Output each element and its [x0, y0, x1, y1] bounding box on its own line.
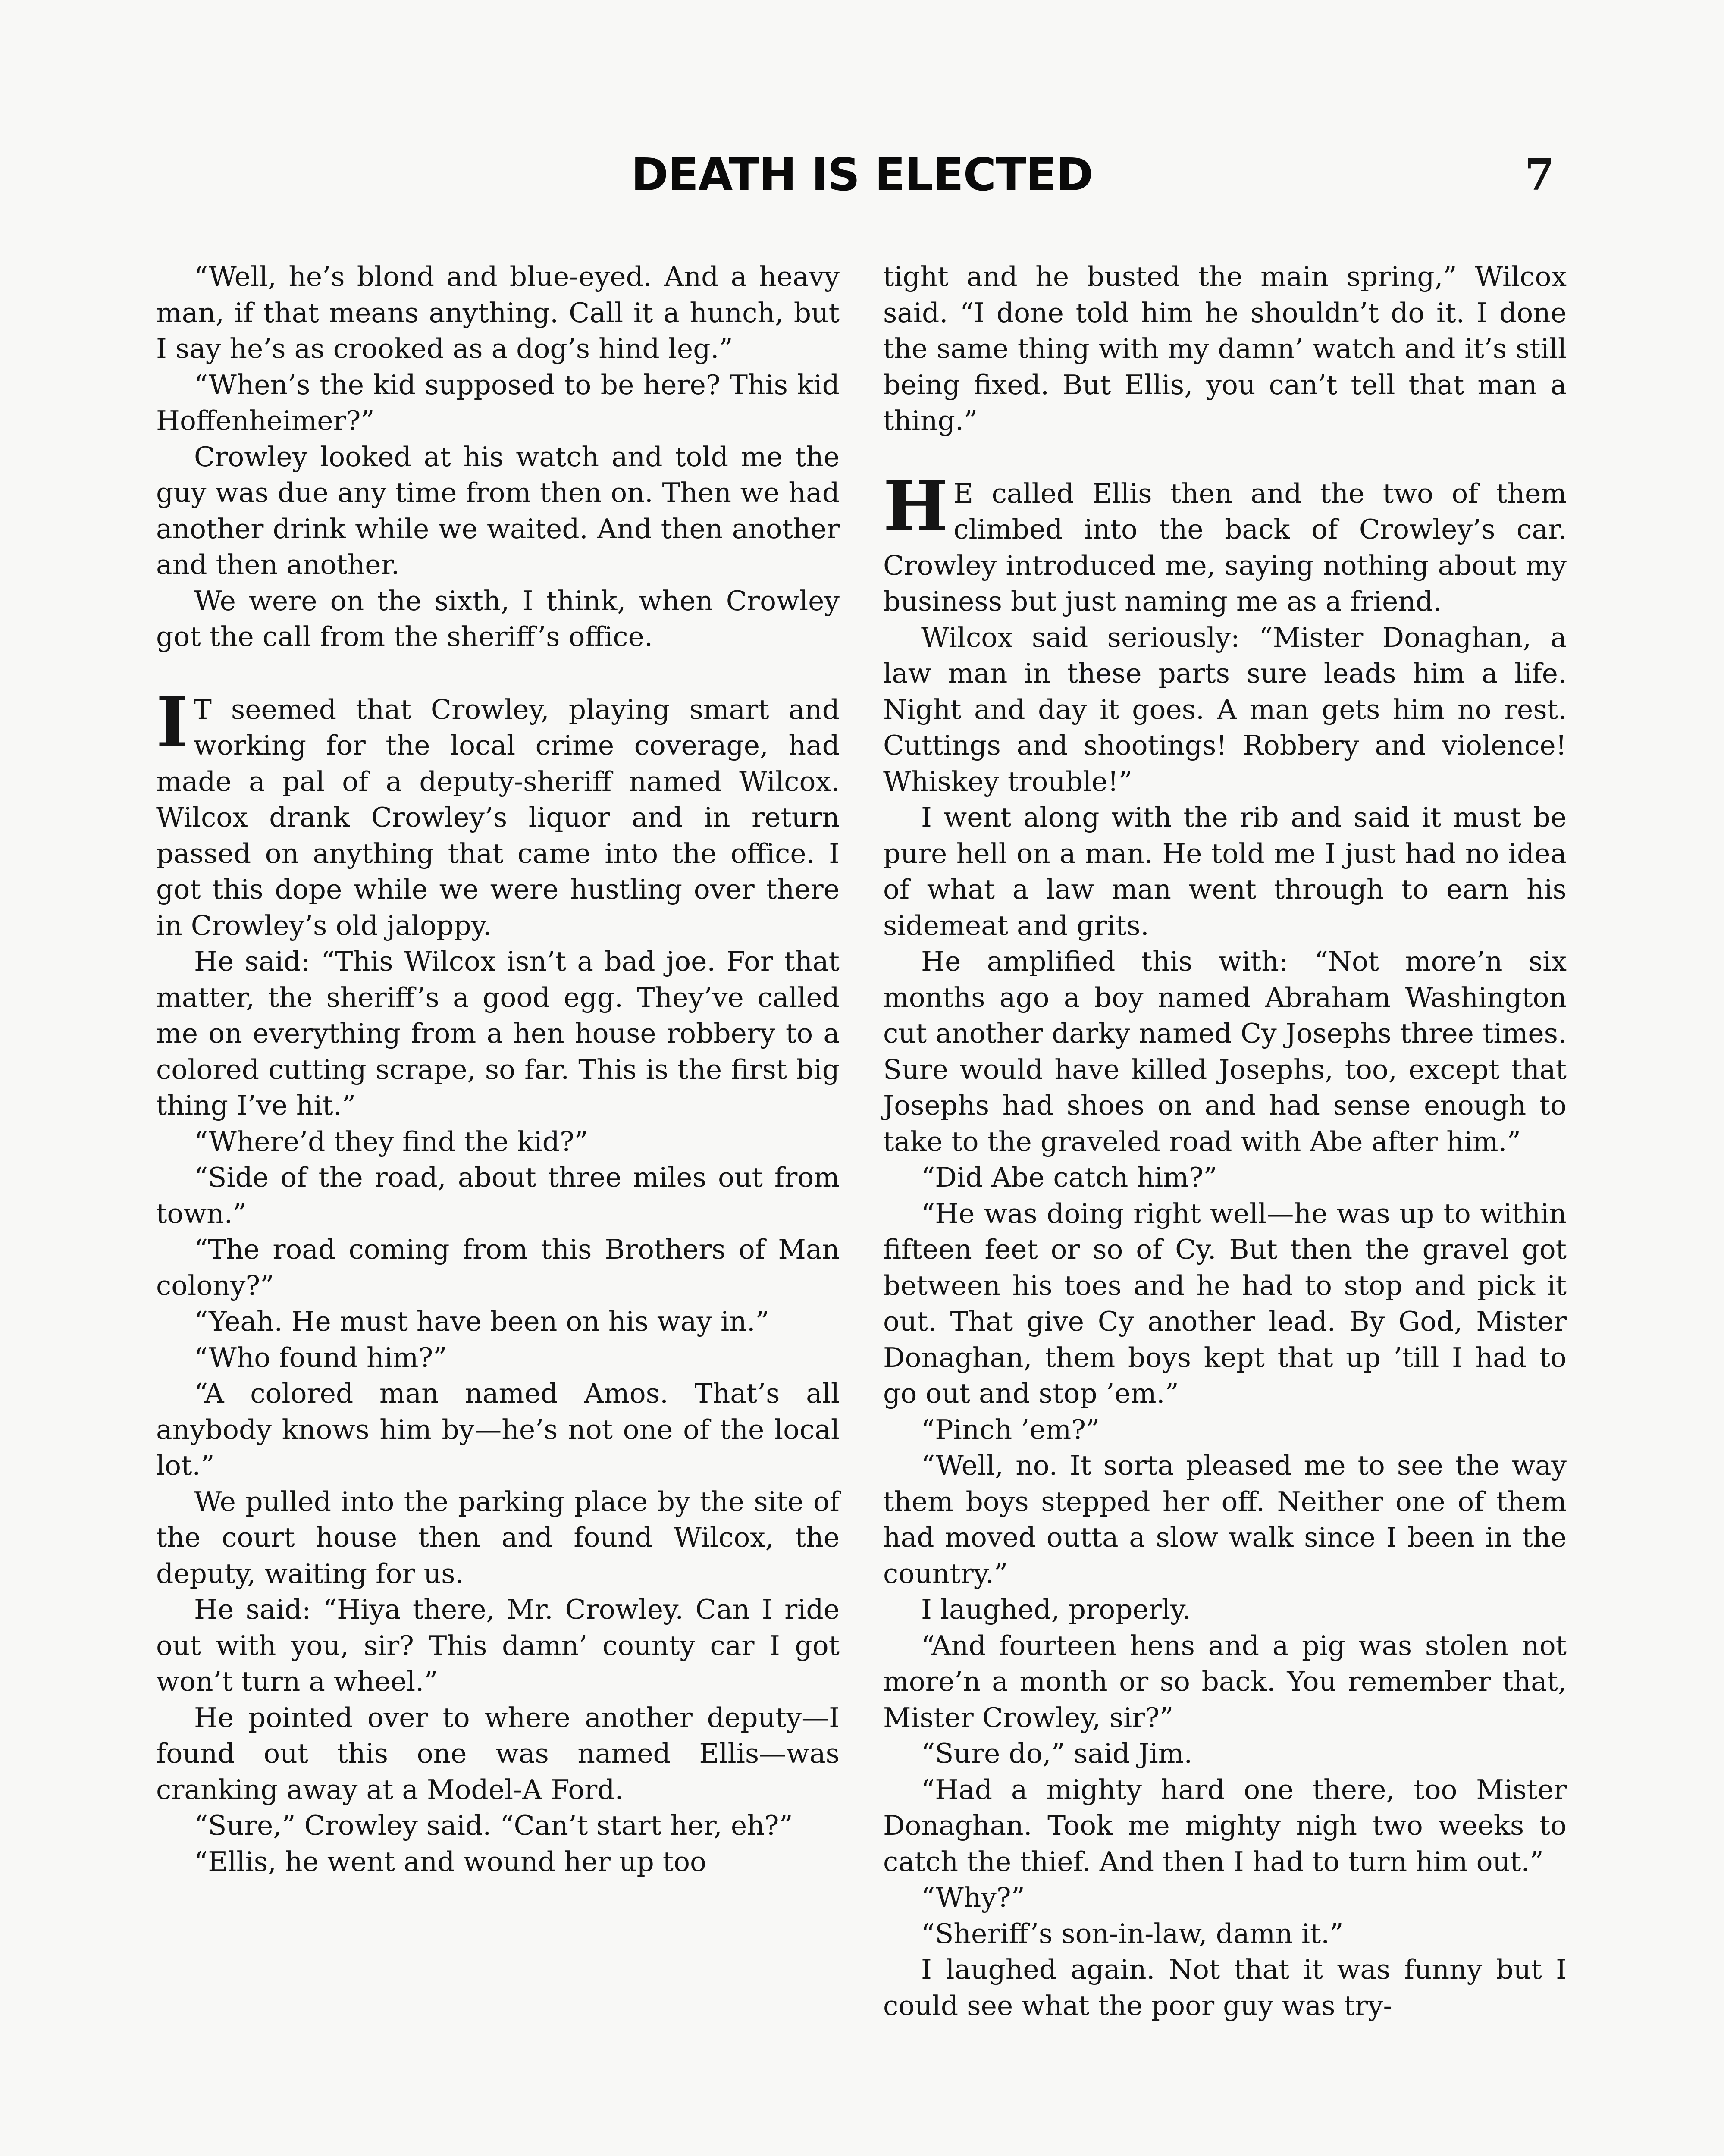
- paragraph: tight and he busted the main spring,” Wilcox said. “I done told him he shouldn’t do it. I done the same thing with my damn’ watch and it’s still being fixed. But Ellis, you can’t tell that man a thing.”: [883, 261, 1567, 436]
- paragraph: He pointed over to where another deputy—I found out this one was named Ellis—was cranking away at a Model-A Ford.: [156, 1702, 840, 1805]
- paragraph: He amplified this with: “Not more’n six months ago a boy named Abraham Washington cut another darky named Cy Josephs three times. Sure would have killed Josephs, too, except that Josephs had shoes on and had sense enough to take to the graveled road with Abe after him.”: [883, 946, 1567, 1157]
- paragraph: I laughed again. Not that it was funny but I could see what the poor guy was try-: [883, 1954, 1567, 2021]
- section-paragraph: [156, 681, 840, 944]
- paragraph: He said: “Hiya there, Mr. Crowley. Can I ride out with you, sir? This damn’ county car I got won’t turn a wheel.”: [156, 1594, 840, 1697]
- section-paragraph: [883, 465, 1567, 620]
- paragraph: “When’s the kid supposed to be here? This kid Hoffenheimer?”: [156, 369, 840, 436]
- paragraph: We were on the sixth, I think, when Crowley got the call from the sheriff’s office.: [156, 585, 840, 652]
- paragraph: “Sure,” Crowley said. “Can’t start her, eh?”: [194, 1810, 793, 1841]
- paragraph-text: T seemed that Crowley, playing smart and working for the local crime coverage, had made a pal of a deputy-sheriff named Wilcox. Wilcox drank Crowley’s liquor and in return passed on anything that came into the office. I got this dope while we were hustling over there in Crowley’s old jaloppy.: [156, 693, 840, 941]
- paragraph: Crowley looked at his watch and told me the guy was due any time from then on. Then we had another drink while we waited. And then another and then another.: [156, 441, 840, 580]
- paragraph: “Side of the road, about three miles out from town.”: [156, 1162, 840, 1229]
- paragraph: “Well, no. It sorta pleased me to see the way them boys stepped her off. Neither one of them had moved outta a slow walk since I been in the country.”: [883, 1450, 1567, 1589]
- paragraph: I laughed, properly.: [921, 1594, 1191, 1625]
- paragraph: We pulled into the parking place by the site of the court house then and found Wilcox, the deputy, waiting for us.: [156, 1485, 840, 1589]
- paragraph: “A colored man named Amos. That’s all anybody knows him by—he’s not one of the local lot.”: [156, 1378, 840, 1481]
- paragraph: “Why?”: [921, 1882, 1025, 1913]
- drop-cap: I: [156, 681, 188, 763]
- paragraph: “Pinch ’em?”: [921, 1413, 1100, 1445]
- paragraph: “The road coming from this Brothers of Man colony?”: [156, 1234, 840, 1301]
- page-title: DEATH IS ELECTED: [631, 148, 1093, 201]
- paragraph: “Did Abe catch him?”: [921, 1162, 1217, 1193]
- paragraph: “Had a mighty hard one there, too Mister Donaghan. Took me mighty nigh two weeks to catch the thief. And then I had to turn him out.”: [883, 1774, 1567, 1877]
- paragraph: “He was doing right well—he was up to within fifteen feet or so of Cy. But then the gravel got between his toes and he had to stop and pick it out. That give Cy another lead. By God, Mister Donaghan, them boys kept that up ’till I had to go out and stop ’em.”: [883, 1197, 1567, 1409]
- paragraph: “Sheriff’s son-in-law, damn it.”: [921, 1918, 1344, 1949]
- paragraph: I went along with the rib and said it must be pure hell on a man. He told me I just had no idea of what a law man went through to earn his sidemeat and grits.: [883, 802, 1567, 941]
- text-column-left: [156, 259, 840, 1880]
- paragraph: He said: “This Wilcox isn’t a bad joe. For that matter, the sheriff’s a good egg. They’ve called me on everything from a hen house robbery to a colored cutting scrape, so far. This is the first big thing I’ve hit.”: [156, 946, 840, 1121]
- paragraph: “And fourteen hens and a pig was stolen not more’n a month or so back. You remember that, Mister Crowley, sir?”: [883, 1630, 1567, 1733]
- text-column-right: [883, 259, 1567, 2024]
- paragraph: “Where’d they find the kid?”: [194, 1125, 588, 1157]
- paragraph: “Ellis, he went and wound her up too: [194, 1846, 706, 1877]
- paragraph: “Who found him?”: [194, 1341, 447, 1373]
- paragraph: Wilcox said seriously: “Mister Donaghan, a law man in these parts sure leads him a life. Night and day it goes. A man gets him no rest. Cuttings and shootings! Robbery and violence! Whiskey trouble!”: [883, 621, 1567, 797]
- paragraph: “Well, he’s blond and blue-eyed. And a heavy man, if that means anything. Call it a hunch, but I say he’s as crooked as a dog’s hind leg.”: [156, 261, 840, 364]
- paragraph-text: E called Ellis then and the two of them climbed into the back of Crowley’s car. Crowley introduced me, saying nothing about my business but just naming me as a friend.: [883, 477, 1567, 617]
- page-number: 7: [1524, 149, 1555, 200]
- paragraph: “Yeah. He must have been on his way in.”: [194, 1306, 769, 1337]
- paragraph: “Sure do,” said Jim.: [921, 1738, 1193, 1769]
- drop-cap: H: [883, 465, 949, 547]
